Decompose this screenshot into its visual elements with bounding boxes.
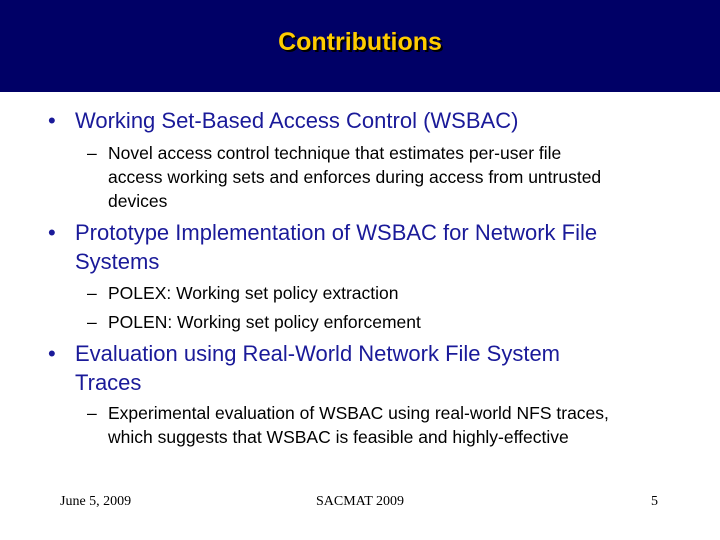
bullet-text-line: Systems bbox=[75, 249, 160, 274]
bullet-text-line: Traces bbox=[75, 370, 142, 395]
dash-icon: – bbox=[87, 143, 97, 163]
sub-bullet-text-line: POLEN: Working set policy enforcement bbox=[108, 312, 421, 332]
bullet-icon: • bbox=[48, 220, 56, 245]
slide-title: Contributions bbox=[278, 28, 442, 56]
bullet-text-line: Prototype Implementation of WSBAC for Network File bbox=[75, 220, 598, 245]
bullet-text-line: Evaluation using Real-World Network File System bbox=[75, 341, 560, 366]
dash-icon: – bbox=[87, 403, 97, 423]
sub-bullet-text-line: which suggests that WSBAC is feasible and highly-effective bbox=[108, 427, 569, 447]
bullet-icon: • bbox=[48, 108, 56, 133]
footer-venue: SACMAT 2009 bbox=[315, 494, 405, 509]
sub-bullet-text-line: Experimental evaluation of WSBAC using real-world NFS traces, bbox=[108, 403, 609, 423]
footer-date: June 5, 2009 bbox=[60, 494, 132, 509]
bullet-icon: • bbox=[48, 341, 56, 366]
footer-page-number: 5 bbox=[651, 494, 658, 509]
dash-icon: – bbox=[87, 283, 97, 303]
sub-bullet-text-line: devices bbox=[108, 191, 168, 211]
bullet-text-line: Working Set-Based Access Control (WSBAC) bbox=[75, 108, 519, 133]
sub-bullet-text-line: POLEX: Working set policy extraction bbox=[108, 283, 399, 303]
sub-bullet-text-line: Novel access control technique that estimates per-user file bbox=[108, 143, 562, 163]
sub-bullet-text-line: access working sets and enforces during access from untrusted bbox=[108, 167, 602, 187]
dash-icon: – bbox=[87, 312, 97, 332]
